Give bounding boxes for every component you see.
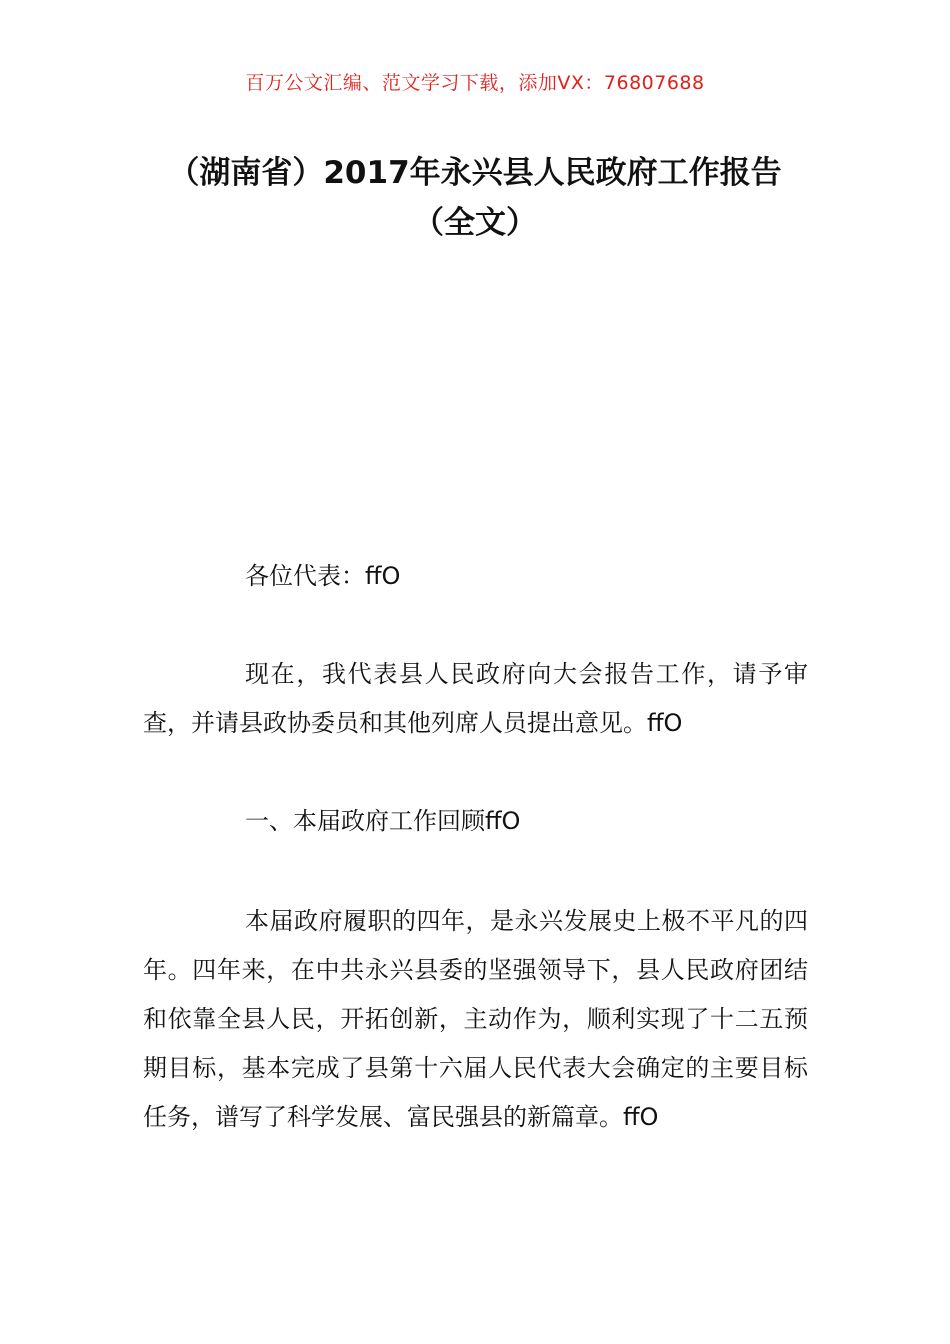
section-heading: 一、本届政府工作回顾ffO	[245, 807, 521, 835]
promo-banner: 百万公文汇编、范文学习下载，添加VX：76807688	[245, 72, 705, 94]
review-paragraph: 本届政府履职的四年，是永兴发展史上极不平凡的四年。四年来，在中共永兴县委的坚强领导下，县人民政府团结和依靠全县人民，开拓创新，主动作为，顺利实现了十二五预期目标，基本完成了县第十六届人民代表大会确定的主要目标任务，谱写了科学发展、富民强县的新篇章。ffO	[143, 907, 808, 1131]
greeting-paragraph: 各位代表：ffO	[245, 562, 401, 590]
document-title: （湖南省）2017年永兴县人民政府工作报告（全文）	[168, 155, 782, 241]
intro-paragraph: 现在，我代表县人民政府向大会报告工作，请予审查，并请县政协委员和其他列席人员提出意见。ffO	[143, 660, 808, 737]
